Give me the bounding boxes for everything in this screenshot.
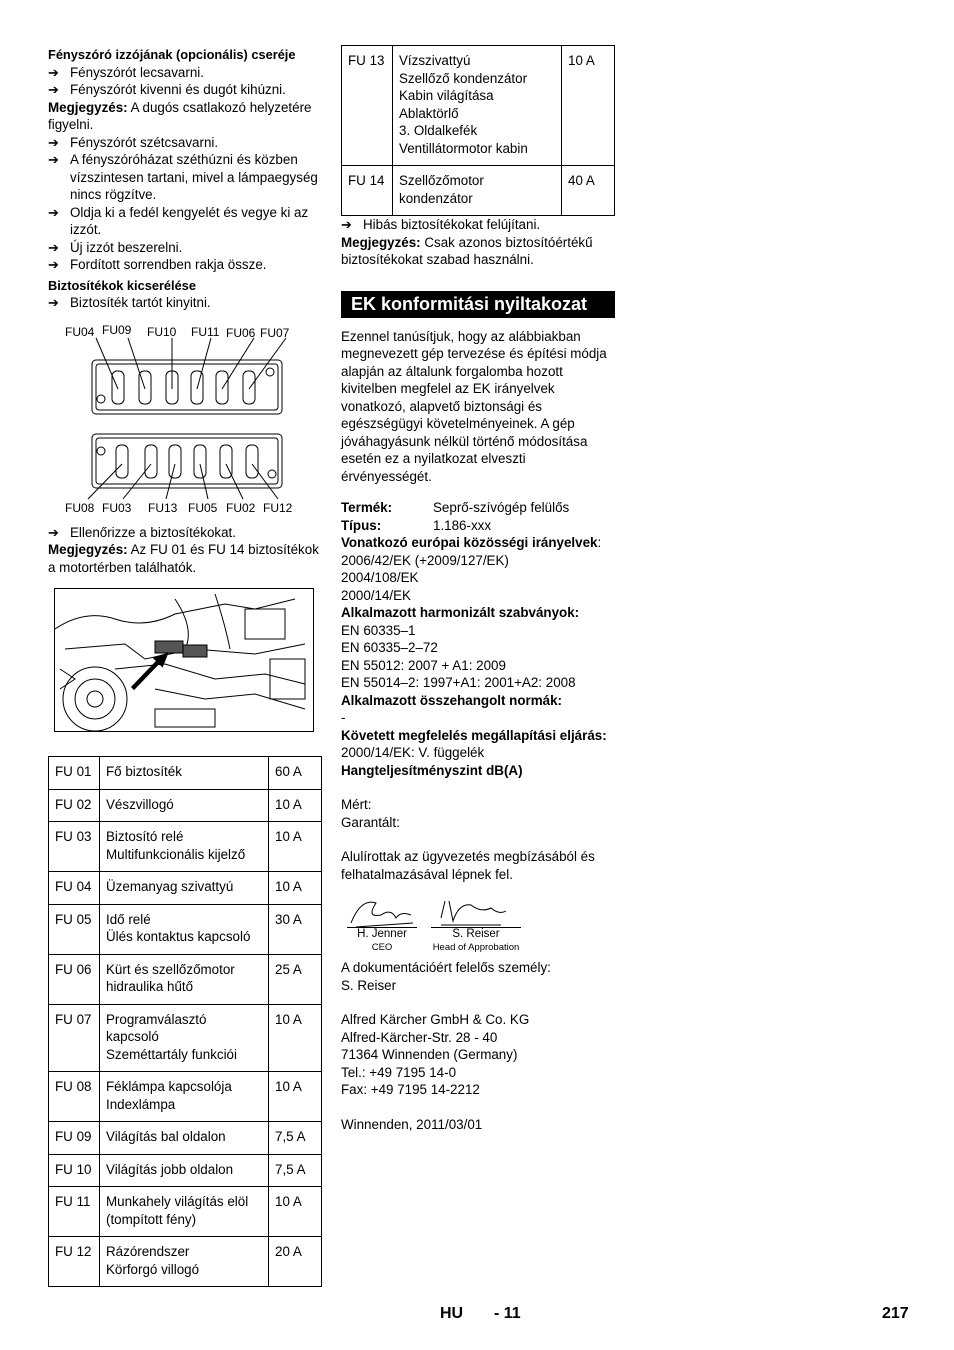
fuse-id: FU 08 xyxy=(49,1072,100,1122)
step: ➔ A fényszóróházat széthúzni és közben vízszintesen tartani, mivel a lámpaegység nincs rögzítve. xyxy=(48,152,318,202)
fuse-id: FU 03 xyxy=(49,822,100,872)
fuse-row xyxy=(49,1237,322,1287)
fuse-id: FU 12 xyxy=(49,1237,100,1287)
fuse-id: FU 04 xyxy=(49,872,100,905)
arrow-icon: ➔ xyxy=(48,295,59,310)
fuse-row xyxy=(342,46,615,166)
bulb-heading: Fényszóró izzójának (opcionális) cseréje xyxy=(48,47,296,62)
section-banner: EK konformitási nyiltakozat xyxy=(341,291,615,318)
fuse-desc: Vészvillogó xyxy=(100,789,269,822)
fuse-desc: Vízszivattyú Szellőző kondenzátor Kabin világítása Ablaktörlő 3. Oldalkefék Ventillátormotor kabin xyxy=(393,46,562,166)
fuse-amp: 10 A xyxy=(269,822,322,872)
arrow-icon: ➔ xyxy=(48,82,59,97)
step: ➔ Ellenőrizze a biztosítékokat. xyxy=(48,524,236,540)
fuse-amp: 10 A xyxy=(269,1004,322,1072)
fuse-holder-drawing xyxy=(48,324,322,524)
diagram-label: FU07 xyxy=(260,325,290,340)
signatory-1: H. Jenner CEO xyxy=(347,927,417,954)
fuse-id: FU 10 xyxy=(49,1154,100,1187)
diagram-label: FU13 xyxy=(148,500,178,515)
engine-drawing xyxy=(55,589,313,731)
fuse-desc: Kürt és szellőzőmotor hidraulika hűtő xyxy=(100,954,269,1004)
fuse-amp: 10 A xyxy=(562,46,615,166)
arrow-icon: ➔ xyxy=(48,204,59,220)
diagram-label: FU12 xyxy=(263,500,293,515)
doc-person-label: A dokumentációért felelős személy: xyxy=(341,960,551,975)
fuse-id: FU 05 xyxy=(49,904,100,954)
fuse-amp: 10 A xyxy=(269,872,322,905)
note: Megjegyzés: A dugós csatlakozó helyzetére figyelni. xyxy=(48,99,312,132)
fuse-amp: 40 A xyxy=(562,166,615,216)
fuse-heading: Biztosítékok kicserélése xyxy=(48,277,196,293)
fuse-id: FU 13 xyxy=(342,46,393,166)
fuse-amp: 10 A xyxy=(269,789,322,822)
step: ➔ Oldja ki a fedél kengyelét és vegye ki az izzót. xyxy=(48,204,309,237)
fuse-table-right xyxy=(341,45,615,216)
company-address: Alfred Kärcher GmbH & Co. KG Alfred-Kärcher-Str. 28 - 40 71364 Winnenden (Germany) Tel.: +49 7195 14-0 Fax: +49 7195 14-2212 xyxy=(341,1012,530,1097)
section-page: - 11 xyxy=(494,1305,521,1322)
fuse-table-left xyxy=(48,756,322,1287)
fuse-row xyxy=(49,1004,322,1072)
fuse-row xyxy=(49,1122,322,1155)
arrow-icon: ➔ xyxy=(48,152,59,167)
fuse-id: FU 09 xyxy=(49,1122,100,1155)
diagram-label: FU11 xyxy=(191,324,220,339)
fuse-desc: Idő relé Ülés kontaktus kapcsoló xyxy=(100,904,269,954)
signatures xyxy=(341,893,615,959)
diagram-label: FU04 xyxy=(65,324,95,339)
left-column xyxy=(48,44,322,1287)
language-code: HU xyxy=(440,1305,464,1322)
fuse-id: FU 14 xyxy=(342,166,393,216)
arrow-icon: ➔ xyxy=(48,524,59,540)
diagram-label: FU05 xyxy=(188,500,218,515)
fuse-id: FU 07 xyxy=(49,1004,100,1072)
fuse-amp: 7,5 A xyxy=(269,1122,322,1155)
fuse-id: FU 06 xyxy=(49,954,100,1004)
step: ➔ Fényszórót kivenni és dugót kihúzni. xyxy=(48,82,286,97)
fuse-desc: Világítás bal oldalon xyxy=(100,1122,269,1155)
fuse-desc: Munkahely világítás elöl (tompított fény) xyxy=(100,1187,269,1237)
fuse-amp: 10 A xyxy=(269,1187,322,1237)
fuse-row xyxy=(49,789,322,822)
arrow-icon: ➔ xyxy=(48,134,59,150)
fuse-row xyxy=(49,757,322,790)
right-column xyxy=(341,45,615,1133)
fuse-id: FU 01 xyxy=(49,757,100,790)
step: ➔ Fényszórót lecsavarni. xyxy=(48,64,204,80)
fuse-id: FU 02 xyxy=(49,789,100,822)
fuse-amp: 30 A xyxy=(269,904,322,954)
fuse-holder-diagram xyxy=(48,324,322,524)
step: ➔ Hibás biztosítékokat felújítani. xyxy=(341,217,541,232)
fuse-amp: 20 A xyxy=(269,1237,322,1287)
intro-text: Ezennel tanúsítjuk, hogy az alábbiakban megnevezett gép tervezése és építési módja alapján az általunk forgalomba hozott kivitelben megfelel az EK irányelvek vonatkozó, alapvető biztonsági és egészségügyi követelményeinek. A gép jóváhagyásunk nélkül történő módosítása esetén ez a nyilatkozat elveszti érvényességét. xyxy=(341,328,607,484)
fuse-amp: 25 A xyxy=(269,954,322,1004)
fuse-row xyxy=(49,822,322,872)
step: ➔ Új izzót beszerelni. xyxy=(48,239,183,255)
fuse-row xyxy=(342,166,615,216)
arrow-icon: ➔ xyxy=(48,239,59,255)
diagram-label: FU10 xyxy=(147,324,177,339)
diagram-label: FU02 xyxy=(226,500,256,515)
fuse-desc: Fő biztosíték xyxy=(100,757,269,790)
fuse-desc: Biztosító relé Multifunkcionális kijelző xyxy=(100,822,269,872)
fuse-desc: Féklámpa kapcsolója Indexlámpa xyxy=(100,1072,269,1122)
arrow-icon: ➔ xyxy=(48,64,59,80)
fuse-row xyxy=(49,872,322,905)
diagram-label: FU09 xyxy=(102,322,132,337)
note: Megjegyzés: Csak azonos biztosítóértékű biztosítékokat szabad használni. xyxy=(341,234,593,267)
step: ➔ Fényszórót szétcsavarni. xyxy=(48,134,219,150)
fuse-amp: 10 A xyxy=(269,1072,322,1122)
diagram-label: FU06 xyxy=(226,325,256,340)
doc-person: S. Reiser xyxy=(341,977,397,993)
fuse-row xyxy=(49,1072,322,1122)
fuse-desc: Világítás jobb oldalon xyxy=(100,1154,269,1187)
note: Megjegyzés: Az FU 01 és FU 14 biztosítékok a motortérben találhatók. xyxy=(48,542,319,575)
arrow-icon: ➔ xyxy=(341,217,352,232)
declaration-details: Termék: Seprő-szívógép felülős Típus: 1.186-xxx Vonatkozó európai közösségi irányelvek: 2006/42/EK (+2009/127/EK) 2004/108/EK 2000/14/EK Alkalmazott harmonizált szabványok: EN 60335–1 EN 60335–2–72 EN 55012: 2007 + A1: 2009 EN 55014–2: 1997+A1: 2001+A2: 2008 Alkalmazott összehangolt normák: - Követett megfelelés megállapítási eljárás: 2000/14/EK: V. függelék Hangteljesítményszint dB(A) Mért: Garantált: Alulírottak az ügyvezetés megbízásából és felhatalmazásával lépnek fel. xyxy=(341,500,607,882)
page-number: 217 xyxy=(882,1305,909,1322)
fuse-row xyxy=(49,1154,322,1187)
diagram-label: FU03 xyxy=(102,500,132,515)
fuse-row xyxy=(49,1187,322,1237)
step: ➔ Biztosíték tartót kinyitni. xyxy=(48,295,211,310)
fuse-desc: Rázórendszer Körforgó villogó xyxy=(100,1237,269,1287)
fuse-row xyxy=(49,904,322,954)
signatory-2: S. Reiser Head of Approbation xyxy=(432,928,520,953)
fuse-row xyxy=(49,954,322,1004)
engine-compartment-photo xyxy=(54,588,314,732)
arrow-icon: ➔ xyxy=(48,257,59,272)
fuse-desc: Programválasztó kapcsoló Szeméttartály funkciói xyxy=(100,1004,269,1072)
diagram-label: FU08 xyxy=(65,500,95,515)
fuse-amp: 7,5 A xyxy=(269,1154,322,1187)
fuse-desc: Üzemanyag szivattyú xyxy=(100,872,269,905)
fuse-desc: Szellőzőmotor kondenzátor xyxy=(393,166,562,216)
fuse-amp: 60 A xyxy=(269,757,322,790)
step: ➔ Fordított sorrendben rakja össze. xyxy=(48,257,267,272)
place-date: Winnenden, 2011/03/01 xyxy=(341,1116,483,1132)
fuse-id: FU 11 xyxy=(49,1187,100,1237)
